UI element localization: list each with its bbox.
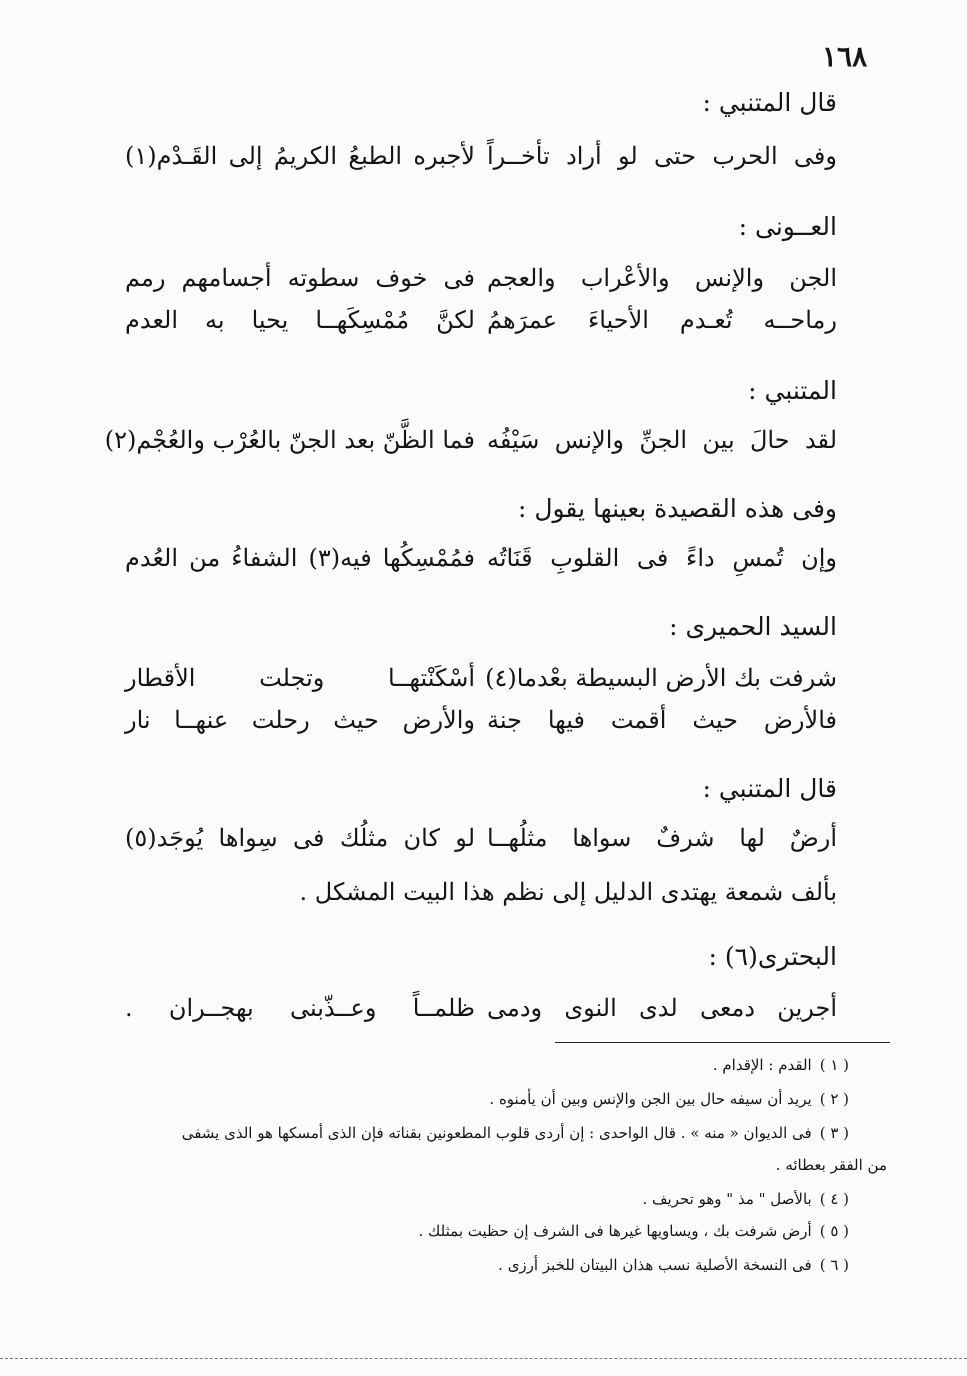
footnote-number: ( ٦ ) (819, 1256, 849, 1274)
footnote-number: ( ٢ ) (819, 1090, 849, 1108)
speaker-label: البحترى(٦) : (708, 942, 837, 971)
speaker-label: المتنبي : (748, 376, 837, 405)
prose-line: بألف شمعة يهتدى الدليل إلى نظم هذا البيت المشكل . (299, 878, 837, 906)
verse-first-hemistich: أرضٌ لها شرفٌ سواها مثلُهــا (487, 824, 837, 852)
footnote-text: يريد أن سيفه حال بين الجن والإنس وبين أن يأمنوه . (489, 1090, 812, 1108)
verse-first-hemistich: وإن تُمسِ داءً فى القلوبِ قَنَاتُه (487, 544, 837, 572)
footnote-number: ( ٣ ) (819, 1124, 849, 1142)
footnote-continuation: من الفقر بعطائه . (775, 1156, 887, 1174)
verse-first-hemistich: لقد حالَ بين الجنِّ والإنس سَيْفُه (487, 426, 837, 454)
footnote (489, 1090, 849, 1108)
verse-second-hemistich: فما الظَّنّ بعد الجنّ بالعُرْب والعُجْم(٢) (104, 426, 475, 454)
footnote (713, 1056, 849, 1074)
verse (0, 706, 967, 746)
footnote-number: ( ١ ) (819, 1056, 849, 1074)
verse-second-hemistich: والأرض حيث رحلت عنهــا نار (125, 706, 475, 734)
verse (0, 994, 967, 1034)
verse-first-hemistich: وفى الحرب حتى لو أراد تأخــراً (487, 142, 837, 170)
speaker-label: العــونى : (738, 212, 837, 241)
verse (0, 824, 967, 864)
speaker-label: قال المتنبي : (702, 774, 837, 803)
footnote (419, 1222, 850, 1240)
scan-edge-line (0, 1358, 967, 1359)
verse-first-hemistich: رماحــه تُعـدم الأحياءَ عمرَهمُ (487, 306, 837, 334)
footnote (642, 1190, 849, 1208)
verse (0, 426, 967, 466)
verse-second-hemistich: لكنَّ مُمْسِكَهــا يحيا به العدم (125, 306, 475, 334)
footnote-number: ( ٤ ) (819, 1190, 849, 1208)
verse-first-hemistich: أجرين دمعى لدى النوى ودمى (487, 994, 837, 1022)
footnote (498, 1256, 849, 1274)
verse-second-hemistich: لأجبره الطبعُ الكريمُ إلى القَـدْم(١) (125, 142, 475, 170)
verse-second-hemistich: لو كان مثلُك فى سِواها يُوجَد(٥) (125, 824, 475, 852)
speaker-label: وفى هذه القصيدة بعينها يقول : (517, 494, 837, 523)
verse-second-hemistich: ظلمــاً وعــذّبنى بهجــران . (125, 994, 475, 1022)
verse-first-hemistich: شرفت بك الأرض البسيطة بعْدما(٤) (485, 664, 837, 692)
footnote-text: أرض شرفت بك ، ويساويها غيرها فى الشرف إن حظيت بمثلك . (418, 1222, 812, 1240)
verse-second-hemistich: فمُمْسِكُها فيه(٣) الشفاءُ من العُدم (125, 544, 475, 572)
verse (0, 142, 967, 182)
verse-first-hemistich: فالأرض حيث أقمت فيها جنة (487, 706, 837, 734)
verse (0, 264, 967, 304)
verse-second-hemistich: أسْكَنْتهــا وتجلت الأقطار (125, 664, 475, 692)
speaker-label: قال المتنبي : (702, 88, 837, 117)
footnote (182, 1124, 849, 1142)
verse (0, 306, 967, 346)
footnote-text: فى النسخة الأصلية نسب هذان البيتان للخبز أرزى . (498, 1256, 812, 1274)
verse-first-hemistich: الجن والإنس والأعْراب والعجم (487, 264, 837, 292)
footnote-text: القدم : الإقدام . (712, 1056, 812, 1074)
verse (0, 544, 967, 584)
verse (0, 664, 967, 704)
footnote-separator (555, 1042, 890, 1043)
footnote-text: بالأصل " مذ " وهو تحريف . (642, 1190, 812, 1208)
verse-second-hemistich: فى خوف سطوته أجسامهم رمم (125, 264, 475, 292)
speaker-label: السيد الحميرى : (669, 612, 837, 641)
footnote-number: ( ٥ ) (819, 1222, 849, 1240)
footnote-text: فى الديوان « منه » . قال الواحدى : إن أردى قلوب المطعونين بقناته فإن الذى أمسكها هو الذى يشفى (181, 1124, 812, 1142)
page-number: ١٦٨ (822, 40, 868, 73)
